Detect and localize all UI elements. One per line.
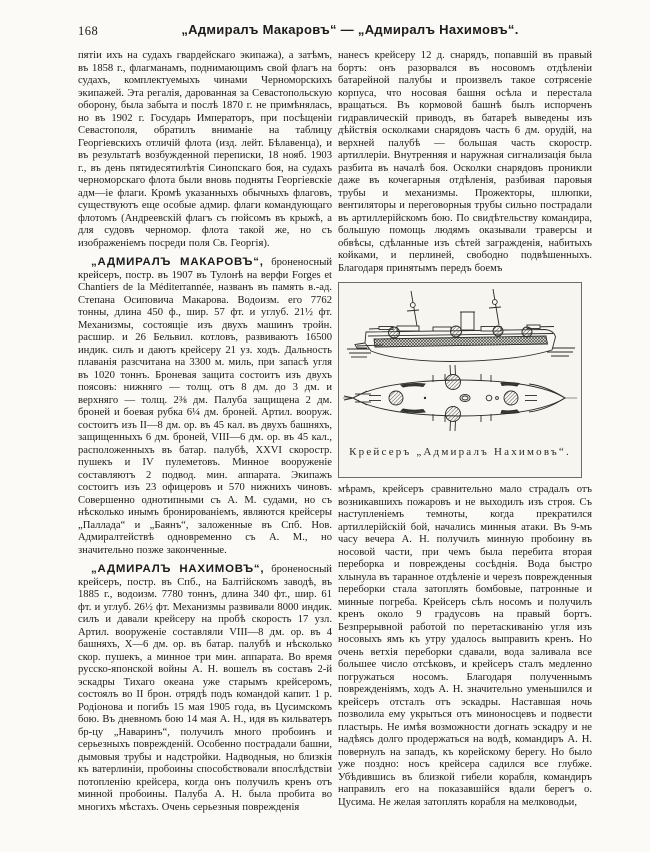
ship-side-view xyxy=(347,289,575,362)
text-columns xyxy=(78,50,592,814)
entry-admiral-nakhimov xyxy=(78,563,332,814)
left-column xyxy=(78,50,332,814)
paragraph-sinking: мѣрамъ, крейсеръ сравнительно мало страдалъ отъ возникавшихъ пожаровъ и не выходилъ изъ строя. Съ наступленіемъ темноты, когда прекратился артиллерійскій бой, начались минныя атаки. Въ 9-мъ часу вечера А. Н. получилъ минную пробоину въ носовой части, при чемъ была перебита вторая переборка и повреждены сосѣднія. Вода быстро хлынула въ таранное отдѣленіе и черезъ поврежденныя переборки стала затоплять бомбовые, патронные и минные погреба. Крейсеръ сѣлъ носомъ и получилъ кренъ около 9 градусовъ на правый бортъ. Безпрерывной работой по перетаскиванію угля изъ носовыхъ ямъ къ утру удалось выправить кренъ. Но очень ветхія переборки сдавали, вода заливала все большее число отсѣковъ, и крейсеръ сталъ медленно погружаться носомъ. Благодаря полученнымъ поврежденіямъ, ходъ А. Н. значительно уменьшился и крейсеръ отсталъ отъ эскадры. Наставшая ночь позволила ему укрыться отъ миноносцевъ и подвести пластырь. Не имѣя возможности догнать эскадру и не надѣясь долго продержаться на водѣ, командиръ А. Н. повернулъ на западъ, къ корейскому берегу. Но было уже поздно: носъ крейсера садился все глубже. Убѣдившись въ близкой гибели корабля, командиръ направилъ его на показавшійся вдали берегъ о. Цусима. Не желая затоплять корабля на мелководьи, xyxy=(338,484,592,808)
paragraph-flags-continuation: пятіи ихъ на судахъ гвардейскаго экипажа), а затѣмъ, въ 1858 г., флагманамъ, поднимающимъ свой флагъ на судахъ, комплектуемыхъ чинами Черноморскихъ экипажей. Эта регалія, дарованная за Севастопольскую оборону, была забыта и послѣ 1870 г. не примѣнялась, но въ 1902 г. Государь Императоръ, при посѣщеніи Севастополя, обратилъ вниманіе на таблицу Георгіевскихъ отличій флота (изд. лейт. Бѣлавенца), и въ результатѣ возбужденной переписки, 18 нояб. 1903 г., въ день пятидесятилѣтія Синопскаго боя, на судахъ черноморскаго флота были вновь подняты Георгіевскіе адм—іе флаги. Кромѣ указанныхъ обычныхъ флаговъ, существуютъ еще особые адмир. флаги командующаго флотомъ (Андреевскій флагъ съ гюйсомъ въ крыжѣ, а для судовъ черномор. флота такой же, но съ изображеніемъ посреди поля Св. Георгія). xyxy=(78,50,332,249)
cruiser-illustration xyxy=(338,282,582,478)
running-title: „Адмиралъ Макаровъ“ — „Адмиралъ Нахимовъ“. xyxy=(181,22,519,37)
ship-drawing xyxy=(341,287,579,437)
page-number: 168 xyxy=(78,24,99,38)
entry-heading-makarov: „АДМИРАЛЪ МАКАРОВЪ“, xyxy=(91,256,264,268)
ship-plan-view xyxy=(343,365,577,431)
entry-text-makarov: броненосный крейсеръ, постр. въ 1907 въ Тулонѣ на верфи Forges et Chantiers de la Méditerrannée, названъ въ память в.-ад. Степана Осиповича Макарова. Водоизм. его 7762 тонны, длина 450 ф., шир. 57 фт. и углуб. 21½ фт. Механизмы, состоящіе изъ двухъ машинъ тройн. расшир. и 26 Бельвил. котловъ, развиваютъ 16500 индик. силъ и даютъ крейсеру 21 уз. ходъ. Дальность плаванія разсчитана на 3300 м. миль, при запасѣ угля въ 1020 тоннъ. Броневая защита состоитъ изъ двухъ поясовъ: нижняго — толщ. отъ 8 дм. до 3 дм. и верхняго — толщ. 2⅜ дм. Палуба защищена 2 дм. броней и боевая рубка 6¼ дм. броней. Артил. вооруж. состоитъ изъ II—8 дм. ор. въ 45 кал. въ двухъ башняхъ, защищенныхъ 6 дм. броней, VIII—6 дм. ор. въ 45 кал., расположенныхъ въ батар. палубѣ, XXVI скоростр. пушекъ и IV пулеметовъ. Минное вооруженіе составляютъ 2 подвод. мин. аппарата. Экипажъ состоитъ изъ 23 офицеровъ и 570 нижнихъ чиновъ. Совершенно однотипными съ А. М. судами, но съ нѣсколько инымъ бронированіемъ, являются крейсеры „Паллада“ и „Баянъ“, заложенные въ Спб. Нов. Адмиралтействѣ одновременно съ А. М., но значительно позже законченные. xyxy=(78,257,332,556)
right-column xyxy=(338,50,592,814)
entry-admiral-makarov xyxy=(78,256,332,557)
figure-caption: Крейсеръ „Адмиралъ Нахимовъ“. xyxy=(349,446,571,458)
entry-text-nakhimov: броненосный крейсеръ, постр. въ Спб., на Балтійскомъ заводѣ, въ 1885 г., водоизм. 7780 тоннъ, длина 340 фт., шир. 61 фт. и углуб. 26½ фт. Механизмы развивали 8000 индик. силъ и давали крейсеру на пробѣ скорость 17 узл. Артил. вооруженіе составляли VIII—8 дм. ор. въ 4 башняхъ, X—6 дм. ор. въ батар. палубѣ и нѣсколько скор. пушекъ, а минное три мин. аппарата. Во время русско-японской войны А. Н. вошелъ въ составъ 2-й эскадры Тихаго океана уже старымъ крейсеромъ, состоялъ во II брон. отрядѣ подъ командой капит. 1 р. Родіонова и погибъ 15 мая 1905 года, въ Цусимскомъ бою. Въ дневномъ бою 14 мая А. Н., идя въ кильватеръ бр-цу „Наваринъ“, получилъ много пробоинъ и серьезныхъ поврежденій. Особенно пострадали башни, дымовыя трубы и надстройки. Надводныя, но близкія къ ватерлиніи, пробоины способствовали впослѣдствіи потопленію крейсера, когда онъ получилъ кренъ отъ минной пробоины. Палуба А. Н. была пробита во многихъ мѣстахъ. Очень серьезныя поврежденія xyxy=(78,564,332,813)
paragraph-battle-damage: нанесъ крейсеру 12 д. снарядъ, попавшій въ правый бортъ: онъ разорвался въ носовомъ отдѣленіи батарейной палубы и произвелъ такое сотрясеніе корпуса, что носовая башня осѣла и перестала вращаться. Въ кормовой башнѣ былъ испорченъ гидравлическій приводъ, въ батареѣ выведены изъ дѣйствія осколками снарядовъ часть 6 дм. орудій, на верхней палубѣ — большая часть скоростр. артиллеріи. Внутренняя и наружная сигнализація была разбита въ началѣ боя. Осколки снарядовъ проникли даже въ кочегарныя отдѣленія, разбивая паровыя трубы и механизмы. Прожекторы, шлюпки, вентиляторы и переговорныя трубы сильно пострадали въ артиллерійскомъ бою. По свидѣтельству командира, большую помощь людямъ оказывали траверсы и обвѣсы, сдѣланные изъ сѣтей загражденія, набитыхъ койками, и перлиней, свободно подвѣшенныхъ. Благодаря принятымъ передъ боемъ xyxy=(338,50,592,274)
entry-heading-nakhimov: „АДМИРАЛЪ НАХИМОВЪ“, xyxy=(91,563,265,575)
page-header xyxy=(0,22,650,42)
